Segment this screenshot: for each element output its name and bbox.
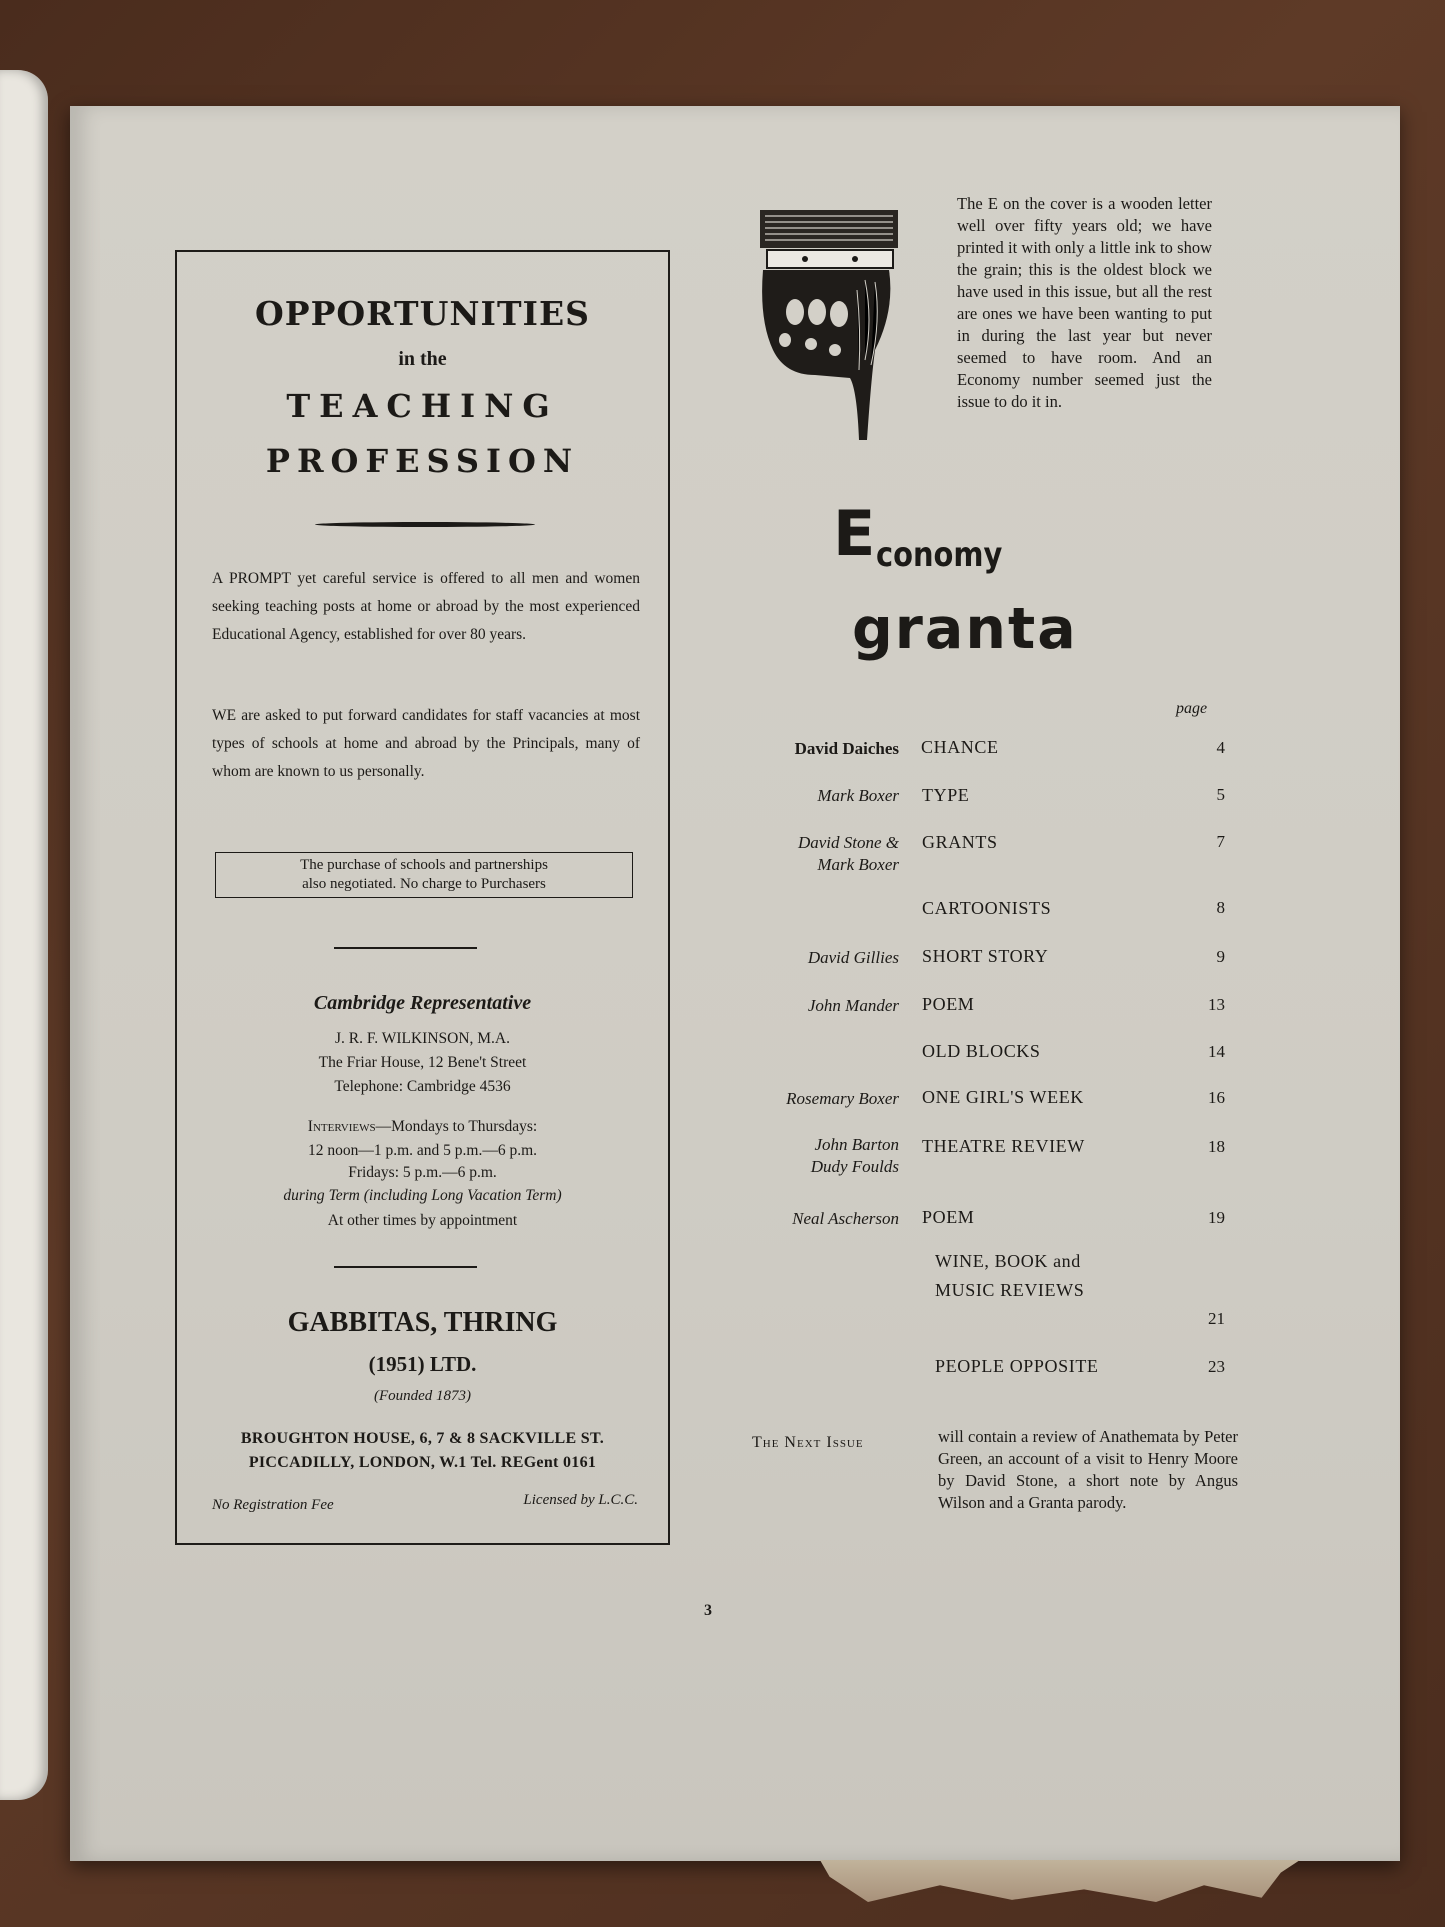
advertisement-box [175, 250, 670, 1545]
toc-page-number: 8 [1216, 898, 1225, 917]
ad-title-in-the: in the [398, 348, 447, 370]
toc-author: John Barton Dudy Foulds [810, 1135, 899, 1176]
interviews-hours: 12 noon—1 p.m. and 5 p.m.—6 p.m. [307, 1142, 538, 1159]
toc-author: Mark Boxer [817, 786, 899, 805]
toc-title: THEATRE REVIEW [922, 1136, 1085, 1156]
next-issue-text: will contain a review of Anathemata by Peter Green, an account of a visit to Henry Moore by David Stone, a short note by Angus Wilson and a Granta parody. [938, 1427, 1238, 1512]
intro-paragraph: The E on the cover is a wooden letter well over fifty years old; we have printed it with only a little ink to show the grain; this is the oldest block we have used in this issue, but all the rest are ones we have been wanting to put in during the last year but never seemed to have room. And an Economy number seemed just the issue to do it in. [957, 194, 1212, 411]
company-address-line1: BROUGHTON HOUSE, 6, 7 & 8 SACKVILLE ST. [240, 1430, 605, 1447]
ad-paragraph-candidates: WE are asked to put forward candidates for staff vacancies at most types of schools at home and abroad by the Principals, many of whom are known to us personally. [212, 707, 640, 780]
company-ltd: (1951) LTD. [368, 1352, 477, 1376]
toc-title: PEOPLE OPPOSITE [935, 1356, 1099, 1376]
divider-rule [334, 947, 477, 949]
toc-page-number: 7 [1216, 832, 1225, 851]
purchase-notice-box [215, 852, 633, 898]
ad-title-profession: PROFESSION [265, 442, 580, 480]
ad-title-teaching: TEACHING [286, 387, 559, 425]
divider-rule [334, 1266, 477, 1268]
rep-title: Cambridge Representative [313, 992, 532, 1014]
toc-page-number: 5 [1216, 785, 1225, 804]
toc-author: David Daiches [794, 739, 899, 758]
masthead-e: E [833, 497, 876, 570]
page-number: 3 [704, 1602, 712, 1619]
term-text: Term (including Long Vacation Term) [328, 1187, 562, 1204]
toc-page-number: 4 [1216, 738, 1225, 757]
rep-name: J. R. F. WILKINSON, M.A. [334, 1030, 510, 1047]
toc-page-number: 18 [1208, 1137, 1225, 1156]
company-founded: (Founded 1873) [373, 1388, 472, 1404]
company-address-line2: PICCADILLY, LONDON, W.1 Tel. REGent 0161 [248, 1454, 597, 1471]
toc-page-number: 9 [1216, 947, 1225, 966]
toc-author: John Mander [807, 996, 899, 1015]
rep-phone: Telephone: Cambridge 4536 [334, 1078, 511, 1095]
toc-title: ONE GIRL'S WEEK [922, 1087, 1084, 1107]
purchase-notice-line1: The purchase of schools and partnerships [300, 857, 548, 873]
toc-page-number: 21 [1208, 1309, 1225, 1328]
toc-page-number: 23 [1208, 1357, 1225, 1376]
masthead-granta: granta [852, 596, 1078, 662]
fridays-hours: Fridays: 5 p.m.—6 p.m. [348, 1164, 497, 1181]
rep-address: The Friar House, 12 Bene't Street [318, 1054, 527, 1071]
term-line [177, 1187, 668, 1205]
term-prefix: during [283, 1187, 329, 1204]
toc-page-header: page [1176, 700, 1208, 717]
torn-page-edge [820, 1860, 1300, 1902]
toc-page-number: 19 [1208, 1208, 1225, 1227]
toc-title: POEM [922, 1207, 975, 1227]
toc-title: GRANTS [922, 832, 998, 852]
toc-title: CHANCE [921, 737, 999, 757]
interviews-days: —Mondays to Thursdays: [375, 1118, 538, 1135]
toc-title: SHORT STORY [922, 946, 1049, 966]
toc-author: Neal Ascherson [792, 1209, 899, 1228]
other-times: At other times by appointment [327, 1212, 518, 1229]
interviews-line [177, 1118, 668, 1136]
masthead-conomy: conomy [876, 535, 1003, 575]
toc-title: WINE, BOOK and MUSIC REVIEWS [935, 1251, 1085, 1300]
toc-page-number: 16 [1208, 1088, 1225, 1107]
licensed-by: Licensed by L.C.C. [523, 1492, 638, 1508]
no-registration-fee: No Registration Fee [212, 1497, 334, 1513]
toc-title: CARTOONISTS [922, 898, 1052, 918]
next-issue-label: The Next Issue [752, 1434, 864, 1451]
ad-title-opportunities: OPPORTUNITIES [255, 294, 590, 333]
toc-author: David Stone & Mark Boxer [797, 833, 899, 874]
interviews-label: Interviews [307, 1118, 376, 1135]
toc-author: Rosemary Boxer [786, 1089, 899, 1108]
facing-page-edge [0, 70, 48, 1800]
toc-title: OLD BLOCKS [922, 1041, 1041, 1061]
toc-title: POEM [922, 994, 975, 1014]
purchase-notice-line2: also negotiated. No charge to Purchasers [302, 876, 546, 892]
ornamental-swell-rule [315, 522, 535, 527]
toc-title: TYPE [922, 785, 970, 805]
ad-paragraph-prompt: A PROMPT yet careful service is offered to all men and women seeking teaching posts at home or abroad by the most experienced Educational Agency, established for over 80 years. [212, 570, 640, 643]
toc-page-number: 14 [1208, 1042, 1225, 1061]
toc-author: David Gillies [807, 948, 899, 967]
company-name: GABBITAS, THRING [287, 1307, 558, 1338]
toc-page-number: 13 [1208, 995, 1225, 1014]
pointing-hand-icon [755, 200, 905, 445]
